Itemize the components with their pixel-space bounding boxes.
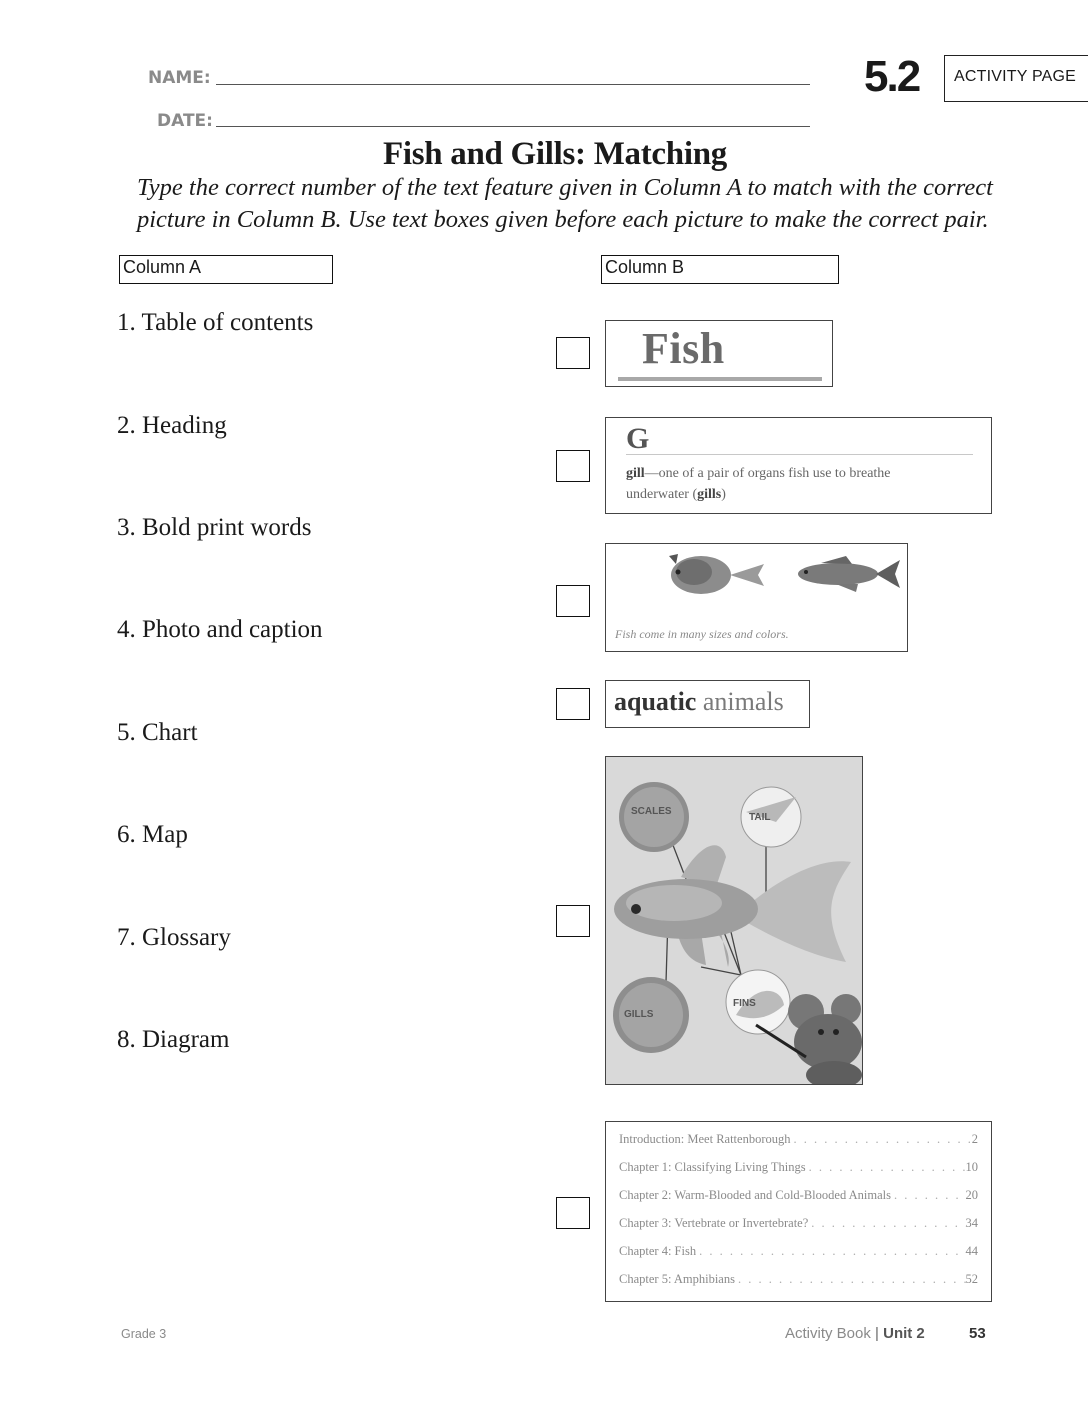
photo-caption-picture <box>605 543 908 652</box>
date-label: DATE: <box>157 111 213 131</box>
date-line[interactable] <box>216 126 810 127</box>
heading-sample-picture <box>605 320 833 387</box>
toc-row <box>619 1216 978 1236</box>
diagram-label-gills: GILLS <box>624 1009 654 1020</box>
toc-page: 34 <box>965 1216 978 1230</box>
toc-title: Introduction: Meet Rattenborough <box>619 1132 791 1146</box>
activity-page-badge <box>944 55 1088 102</box>
answer-box-diagram[interactable] <box>556 905 590 937</box>
toc-row <box>619 1244 978 1264</box>
toc-row <box>619 1132 978 1152</box>
glossary-term: gill <box>626 466 645 481</box>
diagram-label-fins: FINS <box>733 998 756 1009</box>
column-a-item: 5. Chart <box>117 719 198 746</box>
toc-title: Chapter 1: Classifying Living Things <box>619 1160 806 1174</box>
toc-page: 10 <box>965 1160 978 1174</box>
instructions: Type the correct number of the text feature given in Column A to match with the correct picture in Column B. Use text boxes given before each picture to make the correct pair. <box>137 174 993 233</box>
glossary-plural: gills <box>697 487 722 502</box>
bold-words-picture <box>605 680 810 728</box>
footer-grade: Grade 3 <box>121 1327 167 1341</box>
glossary-definition: —one of a pair of organs fish use to breathe underwater ( <box>626 466 891 502</box>
answer-box-toc[interactable] <box>556 1197 590 1229</box>
glossary-sample-picture <box>605 417 992 514</box>
answer-box-heading[interactable] <box>556 337 590 369</box>
toc-title: Chapter 4: Fish <box>619 1244 697 1258</box>
bold-words-sample <box>614 687 784 717</box>
footer-book: Activity Book <box>785 1325 871 1342</box>
toc-title: Chapter 2: Warm-Blooded and Cold-Blooded Animals <box>619 1188 891 1202</box>
answer-box-bold-words[interactable] <box>556 688 590 720</box>
column-a-item: 3. Bold print words <box>117 514 312 541</box>
heading-sample-text: Fish <box>642 324 725 373</box>
glossary-close: ) <box>721 487 726 502</box>
toc-page: 44 <box>965 1244 978 1258</box>
glossary-entry <box>626 463 946 505</box>
bold-word: aquatic <box>614 687 697 716</box>
photo-caption: Fish come in many sizes and colors. <box>615 627 789 641</box>
toc-picture <box>605 1121 992 1302</box>
toc-title: Chapter 5: Amphibians <box>619 1272 735 1286</box>
column-a-item: 6. Map <box>117 821 188 848</box>
toc-row <box>619 1188 978 1208</box>
activity-page-label: ACTIVITY PAGE <box>954 68 1077 85</box>
glossary-letter: G <box>626 422 650 455</box>
column-a-item: 1. Table of contents <box>117 309 314 336</box>
toc-page: 20 <box>965 1188 978 1202</box>
toc-title: Chapter 3: Vertebrate or Invertebrate? <box>619 1216 809 1230</box>
column-a-item: 4. Photo and caption <box>117 616 323 643</box>
activity-number: 5.2 <box>864 52 920 101</box>
answer-box-glossary[interactable] <box>556 450 590 482</box>
page-title: Fish and Gills: Matching <box>383 136 727 172</box>
name-label: NAME: <box>148 68 211 88</box>
toc-row <box>619 1272 978 1292</box>
column-a-item: 2. Heading <box>117 412 227 439</box>
toc-row <box>619 1160 978 1180</box>
footer-unit: Unit 2 <box>883 1325 925 1342</box>
glossary-divider <box>626 454 973 455</box>
heading-underline <box>618 377 822 381</box>
diagram-label-tail: TAIL <box>749 812 771 823</box>
name-line[interactable] <box>216 84 810 85</box>
answer-box-photo[interactable] <box>556 585 590 617</box>
regular-word: animals <box>702 687 784 716</box>
footer-book-unit: Activity Book | Unit 2 <box>785 1325 925 1342</box>
page-number: 53 <box>969 1325 986 1342</box>
column-a-item: 7. Glossary <box>117 924 231 951</box>
toc-page: 2 <box>971 1132 978 1146</box>
column-a-item: 8. Diagram <box>117 1026 230 1053</box>
column-b-header[interactable]: Column B <box>601 255 839 284</box>
diagram-picture <box>605 756 863 1085</box>
column-a-header[interactable]: Column A <box>119 255 333 284</box>
diagram-label-scales: SCALES <box>631 806 672 817</box>
toc-page: 52 <box>965 1272 978 1286</box>
